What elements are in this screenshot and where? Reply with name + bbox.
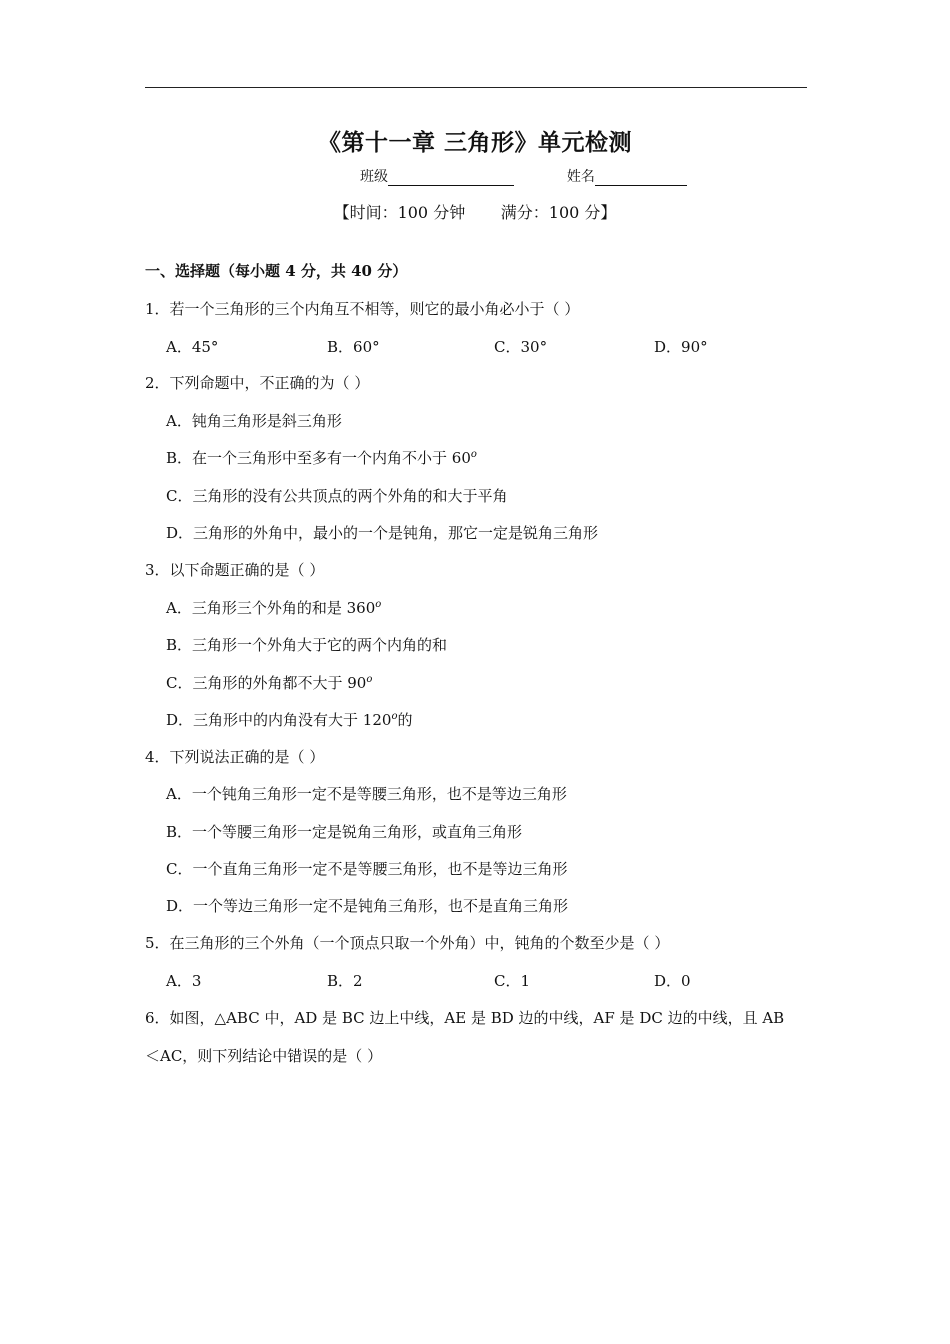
name-field[interactable] [595,169,687,186]
q4-option-d: D．一个等边三角形一定不是钝角三角形，也不是直角三角形 [166,897,569,915]
degree-mark: o [391,711,398,722]
q4-option-b: B．一个等腰三角形一定是锐角三角形，或直角三角形 [166,823,523,841]
q3-option-a-text: A．三角形三个外角的和是 360 [166,599,376,617]
q2-option-b-text: B．在一个三角形中至多有一个内角不小于 60 [166,449,471,467]
q5-option-c: C．1 [494,972,531,990]
q3-option-a [166,597,381,618]
degree-mark: o [470,449,477,460]
header-rule [145,87,807,88]
question-5-stem: 5．在三角形的三个外角（一个顶点只取一个外角）中，钝角的个数至少是（ ） [145,934,670,952]
q2-option-a: A．钝角三角形是斜三角形 [166,412,342,430]
question-3-stem: 3．以下命题正确的是（ ） [145,561,325,579]
degree-mark: o [375,599,382,610]
q1-option-c: C．30° [494,338,548,356]
question-1-stem: 1．若一个三角形的三个内角互不相等，则它的最小角必小于（ ） [145,300,580,318]
section-heading: 一、选择题（每小题 4 分，共 40 分） [145,262,408,280]
q5-option-d: D．0 [654,972,691,990]
question-2-stem: 2．下列命题中，不正确的为（ ） [145,374,370,392]
q2-option-c: C．三角形的没有公共顶点的两个外角的和大于平角 [166,487,508,505]
q3-option-c-text: C．三角形的外角都不大于 90 [166,674,367,692]
q5-option-b: B．2 [327,972,363,990]
question-6-stem-line-1: 6．如图，△ABC 中，AD 是 BC 边上中线，AE 是 BD 边的中线，AF 是 DC 边的中线，且 AB [145,1009,785,1027]
q1-option-b: B．60° [327,338,380,356]
student-info-fields [360,166,687,186]
q2-option-b [166,447,477,468]
q4-option-c: C．一个直角三角形一定不是等腰三角形，也不是等边三角形 [166,860,568,878]
question-4-stem: 4．下列说法正确的是（ ） [145,748,325,766]
q3-option-d-tail: 的 [397,711,413,729]
class-field[interactable] [388,169,514,186]
q5-option-a: A．3 [166,972,202,990]
q2-option-d: D．三角形的外角中，最小的一个是钝角，那它一定是锐角三角形 [166,524,599,542]
time-score-info: 【时间：100 分钟 满分：100 分】 [333,203,617,222]
question-6-stem-line-2: ＜AC，则下列结论中错误的是（ ） [145,1047,383,1065]
name-label: 姓名 [566,169,595,185]
q1-option-d: D．90° [654,338,708,356]
class-label: 班级 [360,169,388,185]
degree-mark: o [366,674,373,685]
q3-option-d [166,709,412,730]
q4-option-a: A．一个钝角三角形一定不是等腰三角形，也不是等边三角形 [166,785,567,803]
q3-option-b: B．三角形一个外角大于它的两个内角的和 [166,636,448,654]
q3-option-c [166,672,372,693]
page-title: 《第十一章 三角形》单元检测 [317,129,632,156]
q3-option-d-text: D．三角形中的内角没有大于 120 [166,711,392,729]
q1-option-a: A．45° [166,338,219,356]
